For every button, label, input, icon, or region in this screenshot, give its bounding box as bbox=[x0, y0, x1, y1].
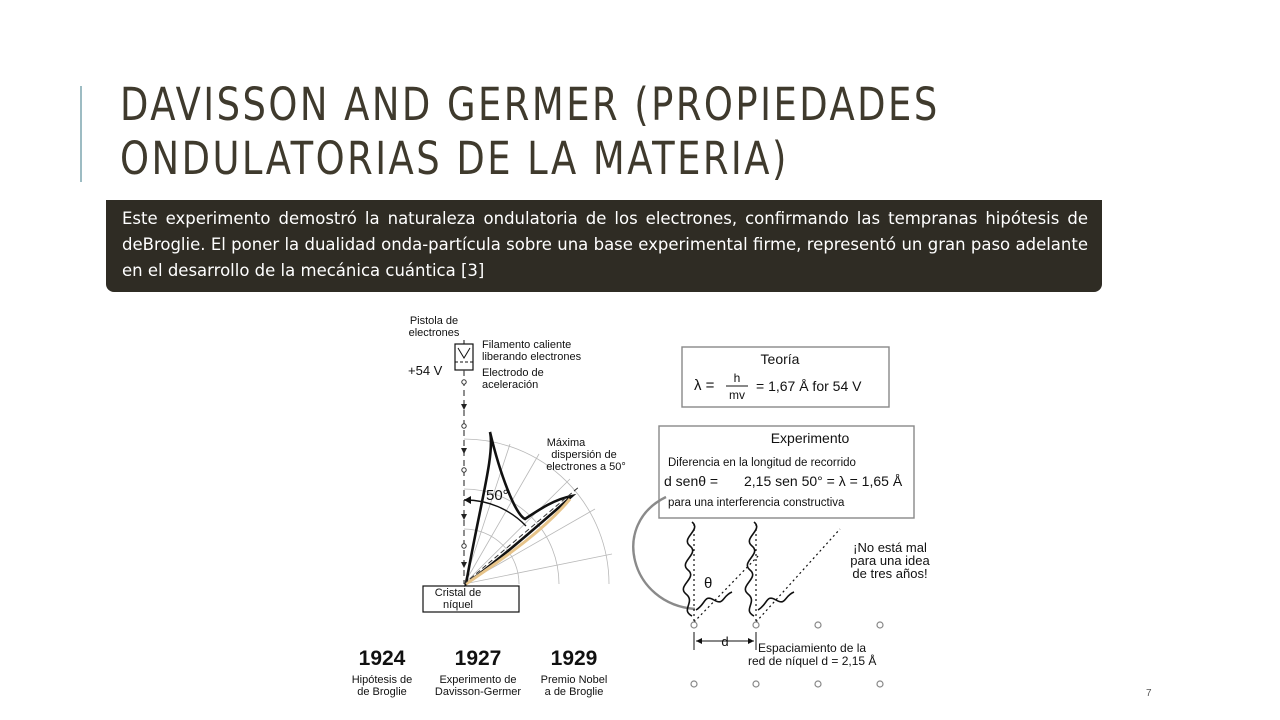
joke-line-3: de tres años! bbox=[852, 566, 928, 581]
timeline-year-1924: 1924 bbox=[358, 647, 406, 670]
theta-label: θ bbox=[704, 575, 713, 592]
description-box bbox=[106, 200, 1102, 292]
electrode-label-1: Electrodo de bbox=[482, 367, 544, 379]
title-accent-bar bbox=[80, 86, 82, 182]
experiment-line-1: Diferencia en la longitud de recorrido bbox=[668, 457, 856, 469]
filament-label-2: liberando electrones bbox=[482, 351, 582, 363]
timeline-label-1924-a: Hipótesis de bbox=[351, 674, 413, 686]
crystal-label-2: níquel bbox=[443, 599, 473, 611]
experiment-dsen: d senθ = bbox=[664, 473, 719, 489]
filament-label-1: Filamento caliente bbox=[482, 339, 572, 351]
experiment-title: Experimento bbox=[770, 430, 850, 446]
timeline-label-1924-b: de Broglie bbox=[357, 686, 407, 698]
experiment-line-3: para una interferencia constructiva bbox=[668, 497, 845, 509]
max-label-2: dispersión de bbox=[551, 449, 617, 461]
timeline-label-1927-b: Davisson-Germer bbox=[434, 686, 522, 698]
crystal-label-1: Cristal de bbox=[434, 587, 482, 599]
wave-diagram bbox=[683, 522, 794, 616]
angle-label: 50° bbox=[486, 487, 509, 504]
description-text: Este experimento demostró la naturaleza ondulatoria de los electrones, confirmando las tempranas hipótesis de deBroglie. El poner la dualidad onda-partícula sobre una base experimental firme, representó un gran paso adelante en el desarrollo de la mecánica cuántica [3] bbox=[122, 209, 1088, 280]
theory-h: h bbox=[733, 371, 741, 385]
theory-result: = 1,67 Å for 54 V bbox=[756, 378, 862, 394]
theory-mv: mv bbox=[729, 388, 745, 402]
electron-gun-icon bbox=[455, 344, 473, 370]
max-label-3: electrones a 50° bbox=[546, 461, 626, 473]
experiment-line-2: 2,15 sen 50° = λ = 1,65 Å bbox=[744, 473, 903, 489]
gun-label-1: Pistola de bbox=[409, 315, 459, 327]
joke-line-2: para una idea bbox=[850, 553, 930, 568]
timeline-label-1929-b: a de Broglie bbox=[544, 686, 604, 698]
page-number: 7 bbox=[1146, 688, 1152, 699]
max-label-1: Máxima bbox=[546, 437, 586, 449]
gun-label-2: electrones bbox=[408, 327, 460, 339]
electrode-label-2: aceleración bbox=[482, 379, 539, 391]
title-line-2: ONDULATORIAS DE LA MATERIA) bbox=[120, 132, 789, 185]
timeline-year-1929: 1929 bbox=[550, 647, 598, 670]
theory-lambda: λ = bbox=[694, 377, 715, 394]
d-label: d bbox=[721, 634, 729, 649]
davisson-germer-diagram bbox=[340, 304, 960, 704]
timeline-label-1927-a: Experimento de bbox=[439, 674, 517, 686]
title-line-1: DAVISSON AND GERMER (PROPIEDADES bbox=[120, 78, 940, 131]
slide-title bbox=[120, 78, 989, 186]
timeline-year-1927: 1927 bbox=[454, 647, 502, 670]
timeline-label-1929-a: Premio Nobel bbox=[540, 674, 608, 686]
joke-line-1: ¡No está mal bbox=[853, 540, 927, 555]
spacing-label-2: red de níquel d = 2,15 Å bbox=[748, 654, 877, 668]
spacing-label-1: Espaciamiento de la bbox=[758, 641, 867, 655]
voltage-label: +54 V bbox=[408, 363, 443, 378]
theory-title: Teoría bbox=[760, 351, 800, 367]
